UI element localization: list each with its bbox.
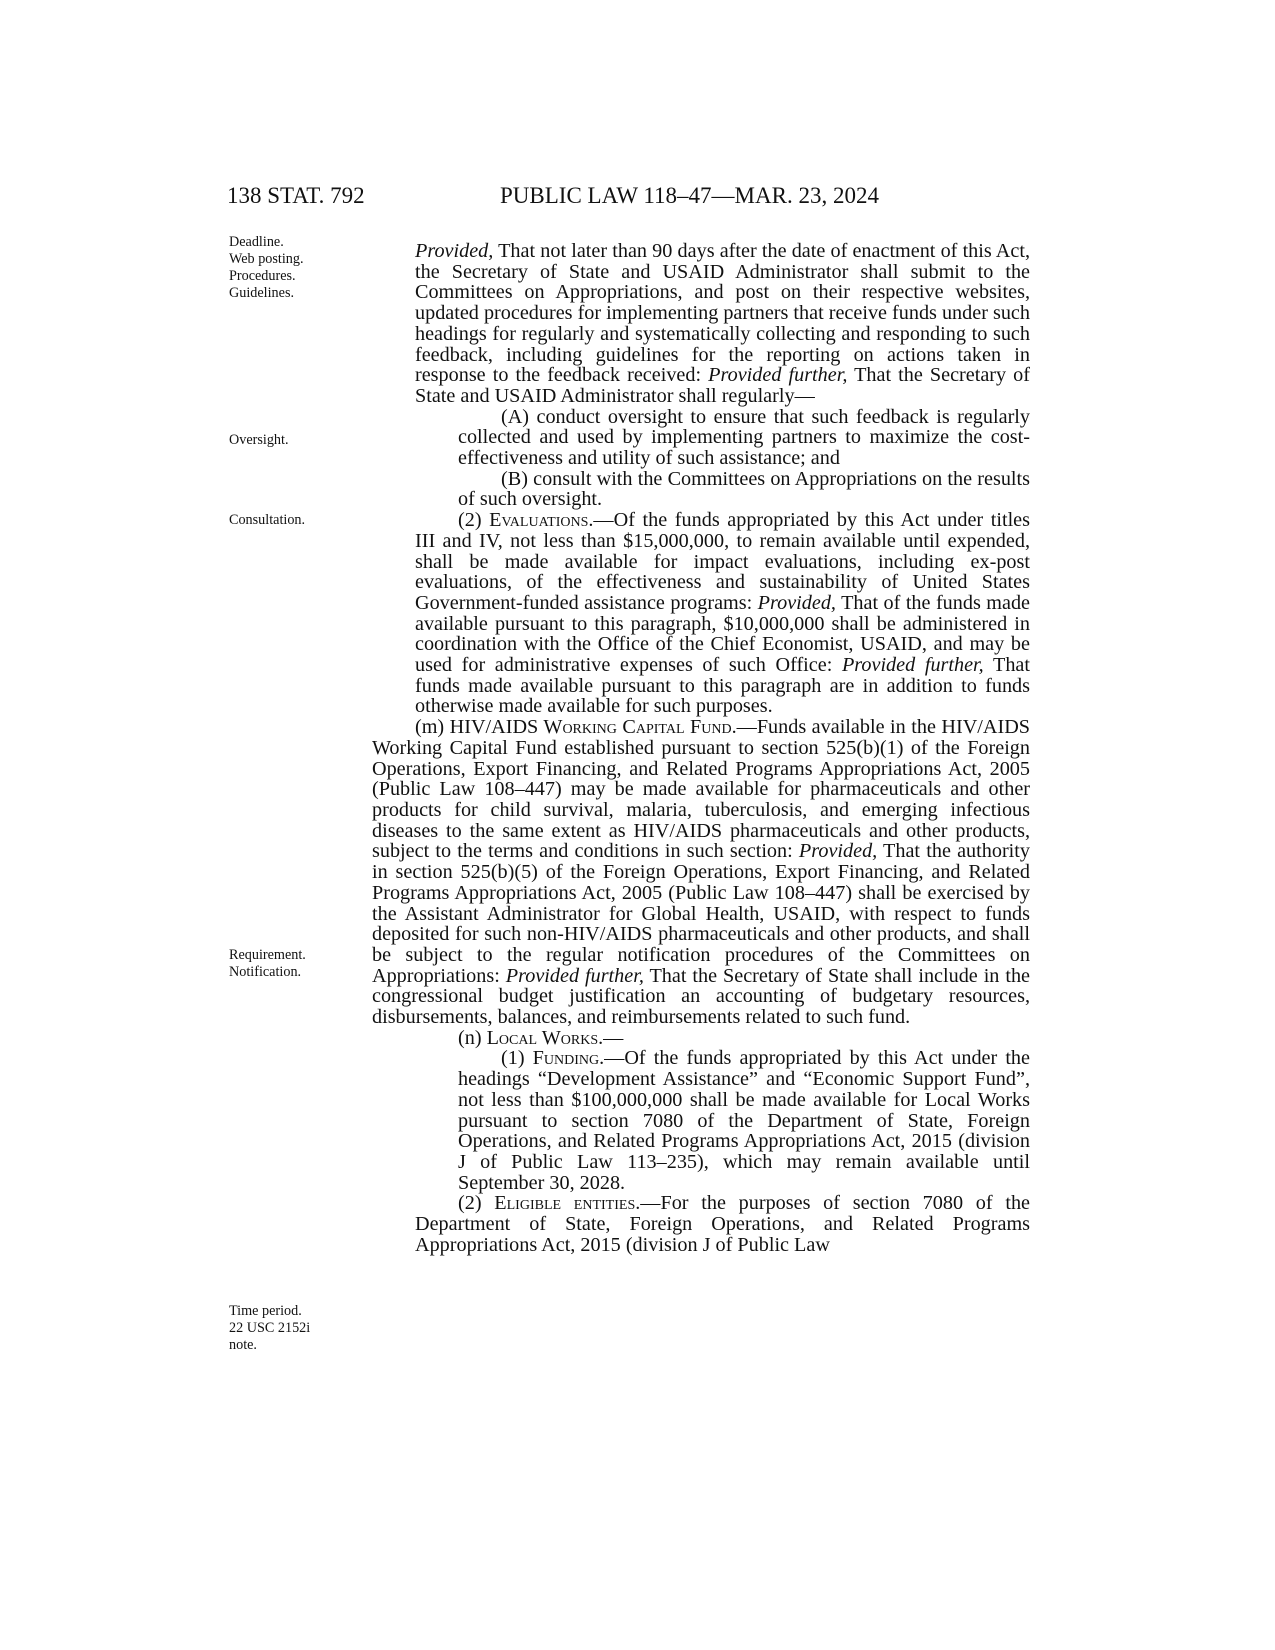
proviso-italic: Provided, (757, 591, 836, 614)
paragraph-funding (415, 1048, 1030, 1193)
margin-note-consultation (229, 512, 341, 529)
margin-note-line: Web posting. (229, 251, 304, 267)
subsection-m (372, 717, 1030, 1028)
paragraph-eligible-entities (415, 1193, 1030, 1255)
paragraph-heading: Funding (532, 1047, 600, 1070)
paragraph-text: That funds made available pursuant to this paragraph are in addition to funds otherwise made available for such purposes. (415, 654, 1030, 718)
margin-note-line: Consultation. (229, 512, 306, 528)
margin-note-line: 22 USC 2152i (229, 1320, 311, 1336)
subsection-heading: Local Works (486, 1026, 599, 1049)
subparagraph-b: (B) consult with the Committees on Appropriations on the results of such oversight. (458, 467, 1030, 511)
stat-reference: 138 STAT. 792 (227, 183, 365, 208)
paragraph-heading: Eligible entities (494, 1192, 636, 1215)
paragraph-text: That the Secretary of State and USAID Administrator shall regularly— (415, 364, 1030, 407)
subparagraph-a: (A) conduct oversight to ensure that such feedback is regularly collected and used by implementing partners to maximize the cost-effectiveness and utility of such assistance; and (458, 405, 1030, 470)
paragraph-number: (1) (501, 1047, 533, 1070)
paragraph-text: .—Funds available in the HIV/AIDS Working Capital Fund established pursuant to section 525(b)(1) of the Foreign Operations, Export Financing, and Related Programs Appropriations Act, 2005 (Public Law 108–447) may be made available for pharmaceuticals and other products for child survival, malaria, tuberculosis, and emerging infectious diseases to the same extent as HIV/AIDS pharmaceuticals and other products, subject to the terms and conditions in such section: (372, 716, 1031, 863)
paragraph-text: That of the funds made available pursuant to this paragraph, $10,000,000 shall be administered in coordination with the Office of the Chief Economist, USAID, and may be used for administrative expenses of such Office: (415, 591, 1030, 677)
proviso-italic: Provided further, (505, 964, 644, 987)
paragraph-heading: Evaluations (489, 509, 589, 532)
margin-note-line: Notification. (229, 964, 302, 980)
page-header (227, 183, 1007, 213)
margin-note-line: Oversight. (229, 432, 289, 448)
paragraph-text: That the authority in section 525(b)(5) of the Foreign Operations, Export Financing, and Related Programs Appropriations Act, 2005 (Public Law 108–447) shall be exercised by the Assistant Administrator for Global Health, USAID, with respect to funds deposited for such non-HIV/AIDS pharmaceuticals and other products, and shall be subject to the regular notification procedures of the Committees on Appropriations: (372, 840, 1030, 987)
proviso-italic: Provided further, (708, 364, 848, 387)
subsection-heading: HIV/AIDS Working Capital Fund (449, 716, 732, 739)
paragraph-text: .—For the purposes of section 7080 of the Department of State, Foreign Operations, and Related Programs Appropriations Act, 2015 (division J of Public Law (415, 1192, 1030, 1256)
paragraph-text: .—Of the funds appropriated by this Act under titles III and IV, not less than $15,000,000, to remain available until expended, shall be made available for impact evaluations, including ex-post evaluations, of the effectiveness and sustainability of United States Government-funded assistance programs: (415, 509, 1030, 614)
margin-note-line: Deadline. (229, 234, 284, 250)
margin-note-time-period (229, 1303, 341, 1354)
paragraph-text: That not later than 90 days after the date of enactment of this Act, the Secretary of State and USAID Administrator shall submit to the Committees on Appropriations, and post on their respective websites, updated procedures for implementing partners that receive funds under such headings for regularly and systematically collecting and responding to such feedback, including guidelines for the reporting on actions taken in response to the feedback received: (415, 240, 1030, 387)
margin-note-deadline (229, 234, 341, 302)
proviso-italic: Provided, (415, 240, 494, 262)
page-title: PUBLIC LAW 118–47—MAR. 23, 2024 (500, 183, 879, 208)
margin-note-line: Requirement. (229, 947, 306, 963)
proviso-italic: Provided, (798, 840, 878, 863)
margin-note-line: note. (229, 1337, 257, 1353)
paragraph-number: (2) (458, 509, 490, 532)
margin-note-requirement (229, 947, 341, 981)
paragraph-number: (2) (458, 1192, 495, 1215)
subsection-number: (n) (458, 1026, 487, 1049)
margin-note-oversight (229, 432, 341, 449)
paragraph-text: That the Secretary of State shall include in the congressional budget justification an accounting of budgetary resources, disbursements, balances, and reimbursements related to such fund. (372, 964, 1031, 1029)
margin-note-line: Guidelines. (229, 285, 295, 301)
proviso-italic: Provided further, (841, 654, 984, 677)
paragraph-text: .— (598, 1026, 624, 1049)
paragraph-evaluations (415, 510, 1030, 717)
paragraph-text: .—Of the funds appropriated by this Act under the headings “Development Assistance” and “Economic Support Fund”, not less than $100,000,000 shall be made available for Local Works pursuant to section 7080 of the Department of State, Foreign Operations, and Related Programs Appropriations Act, 2015 (division J of Public Law 113–235), which may remain available until September 30, 2028. (458, 1047, 1030, 1194)
subsection-number: (m) (415, 716, 450, 739)
margin-note-line: Procedures. (229, 268, 296, 284)
margin-note-line: Time period. (229, 1303, 302, 1319)
subsection-n (415, 1028, 1030, 1049)
paragraph-provided (415, 241, 1030, 407)
statute-text (372, 240, 1031, 1256)
